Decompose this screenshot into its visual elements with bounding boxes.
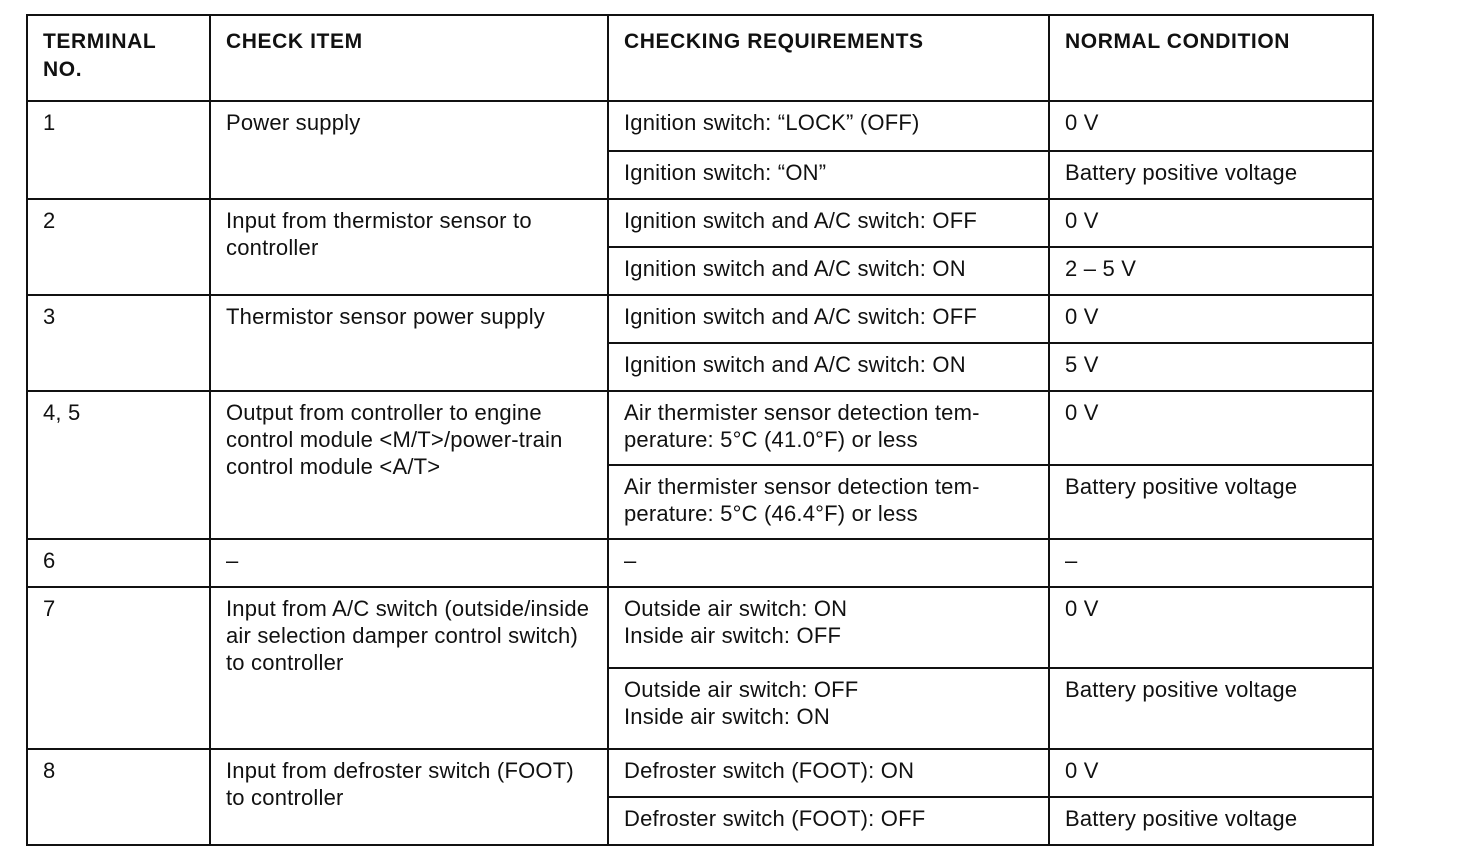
- table-row: [27, 101, 1373, 151]
- table-row: [27, 199, 1373, 247]
- checking-requirement: Defroster switch (FOOT): OFF: [608, 797, 1049, 845]
- normal-condition: 0 V: [1049, 587, 1373, 668]
- terminal-number: 4, 5: [27, 391, 210, 539]
- check-item: Power supply: [210, 101, 608, 199]
- normal-condition: 2 – 5 V: [1049, 247, 1373, 295]
- header-check-item: CHECK ITEM: [210, 15, 608, 101]
- table-row: [27, 749, 1373, 797]
- check-item: –: [210, 539, 608, 587]
- terminal-check-table-container: [26, 14, 1372, 846]
- requirement-line: Outside air switch: ON: [624, 596, 848, 621]
- check-item: Input from thermistor sensor to controller: [210, 199, 608, 295]
- checking-requirement: Ignition switch and A/C switch: ON: [608, 247, 1049, 295]
- table-row: [27, 295, 1373, 343]
- terminal-check-table: [26, 14, 1374, 846]
- header-normal-condition: NORMAL CONDITION: [1049, 15, 1373, 101]
- checking-requirement: [608, 587, 1049, 668]
- terminal-number: 2: [27, 199, 210, 295]
- terminal-number: 7: [27, 587, 210, 749]
- checking-requirement: [608, 668, 1049, 749]
- normal-condition: 0 V: [1049, 749, 1373, 797]
- terminal-number: 6: [27, 539, 210, 587]
- checking-requirement: Ignition switch and A/C switch: OFF: [608, 199, 1049, 247]
- table-header-row: [27, 15, 1373, 101]
- normal-condition: 0 V: [1049, 391, 1373, 465]
- normal-condition: Battery positive voltage: [1049, 668, 1373, 749]
- normal-condition: 0 V: [1049, 199, 1373, 247]
- requirement-line: Outside air switch: OFF: [624, 677, 859, 702]
- check-item: Input from defroster switch (FOOT) to controller: [210, 749, 608, 845]
- requirement-line: Inside air switch: OFF: [624, 623, 842, 648]
- terminal-number: 8: [27, 749, 210, 845]
- check-item: Output from controller to engine control module <M/T>/power-train control module <A/T>: [210, 391, 608, 539]
- checking-requirement: Ignition switch: “ON”: [608, 151, 1049, 199]
- terminal-number: 1: [27, 101, 210, 199]
- check-item: Input from A/C switch (outside/inside air selection damper control switch) to controller: [210, 587, 608, 749]
- check-item: Thermistor sensor power supply: [210, 295, 608, 391]
- checking-requirement: –: [608, 539, 1049, 587]
- requirement-line: Inside air switch: ON: [624, 704, 830, 729]
- table-row: [27, 587, 1373, 668]
- terminal-number: 3: [27, 295, 210, 391]
- normal-condition: 0 V: [1049, 101, 1373, 151]
- normal-condition: Battery positive voltage: [1049, 465, 1373, 539]
- normal-condition: Battery positive voltage: [1049, 797, 1373, 845]
- header-checking-requirements: CHECKING REQUIREMENTS: [608, 15, 1049, 101]
- checking-requirement: Defroster switch (FOOT): ON: [608, 749, 1049, 797]
- normal-condition: 5 V: [1049, 343, 1373, 391]
- checking-requirement: Ignition switch and A/C switch: ON: [608, 343, 1049, 391]
- normal-condition: 0 V: [1049, 295, 1373, 343]
- checking-requirement: Ignition switch: “LOCK” (OFF): [608, 101, 1049, 151]
- header-terminal-no: TERMINAL NO.: [27, 15, 210, 101]
- checking-requirement: Air thermister sensor detection tem-perature: 5°C (41.0°F) or less: [608, 391, 1049, 465]
- table-row: [27, 391, 1373, 465]
- table-row: [27, 539, 1373, 587]
- checking-requirement: Air thermister sensor detection tem-perature: 5°C (46.4°F) or less: [608, 465, 1049, 539]
- checking-requirement: Ignition switch and A/C switch: OFF: [608, 295, 1049, 343]
- normal-condition: Battery positive voltage: [1049, 151, 1373, 199]
- normal-condition: –: [1049, 539, 1373, 587]
